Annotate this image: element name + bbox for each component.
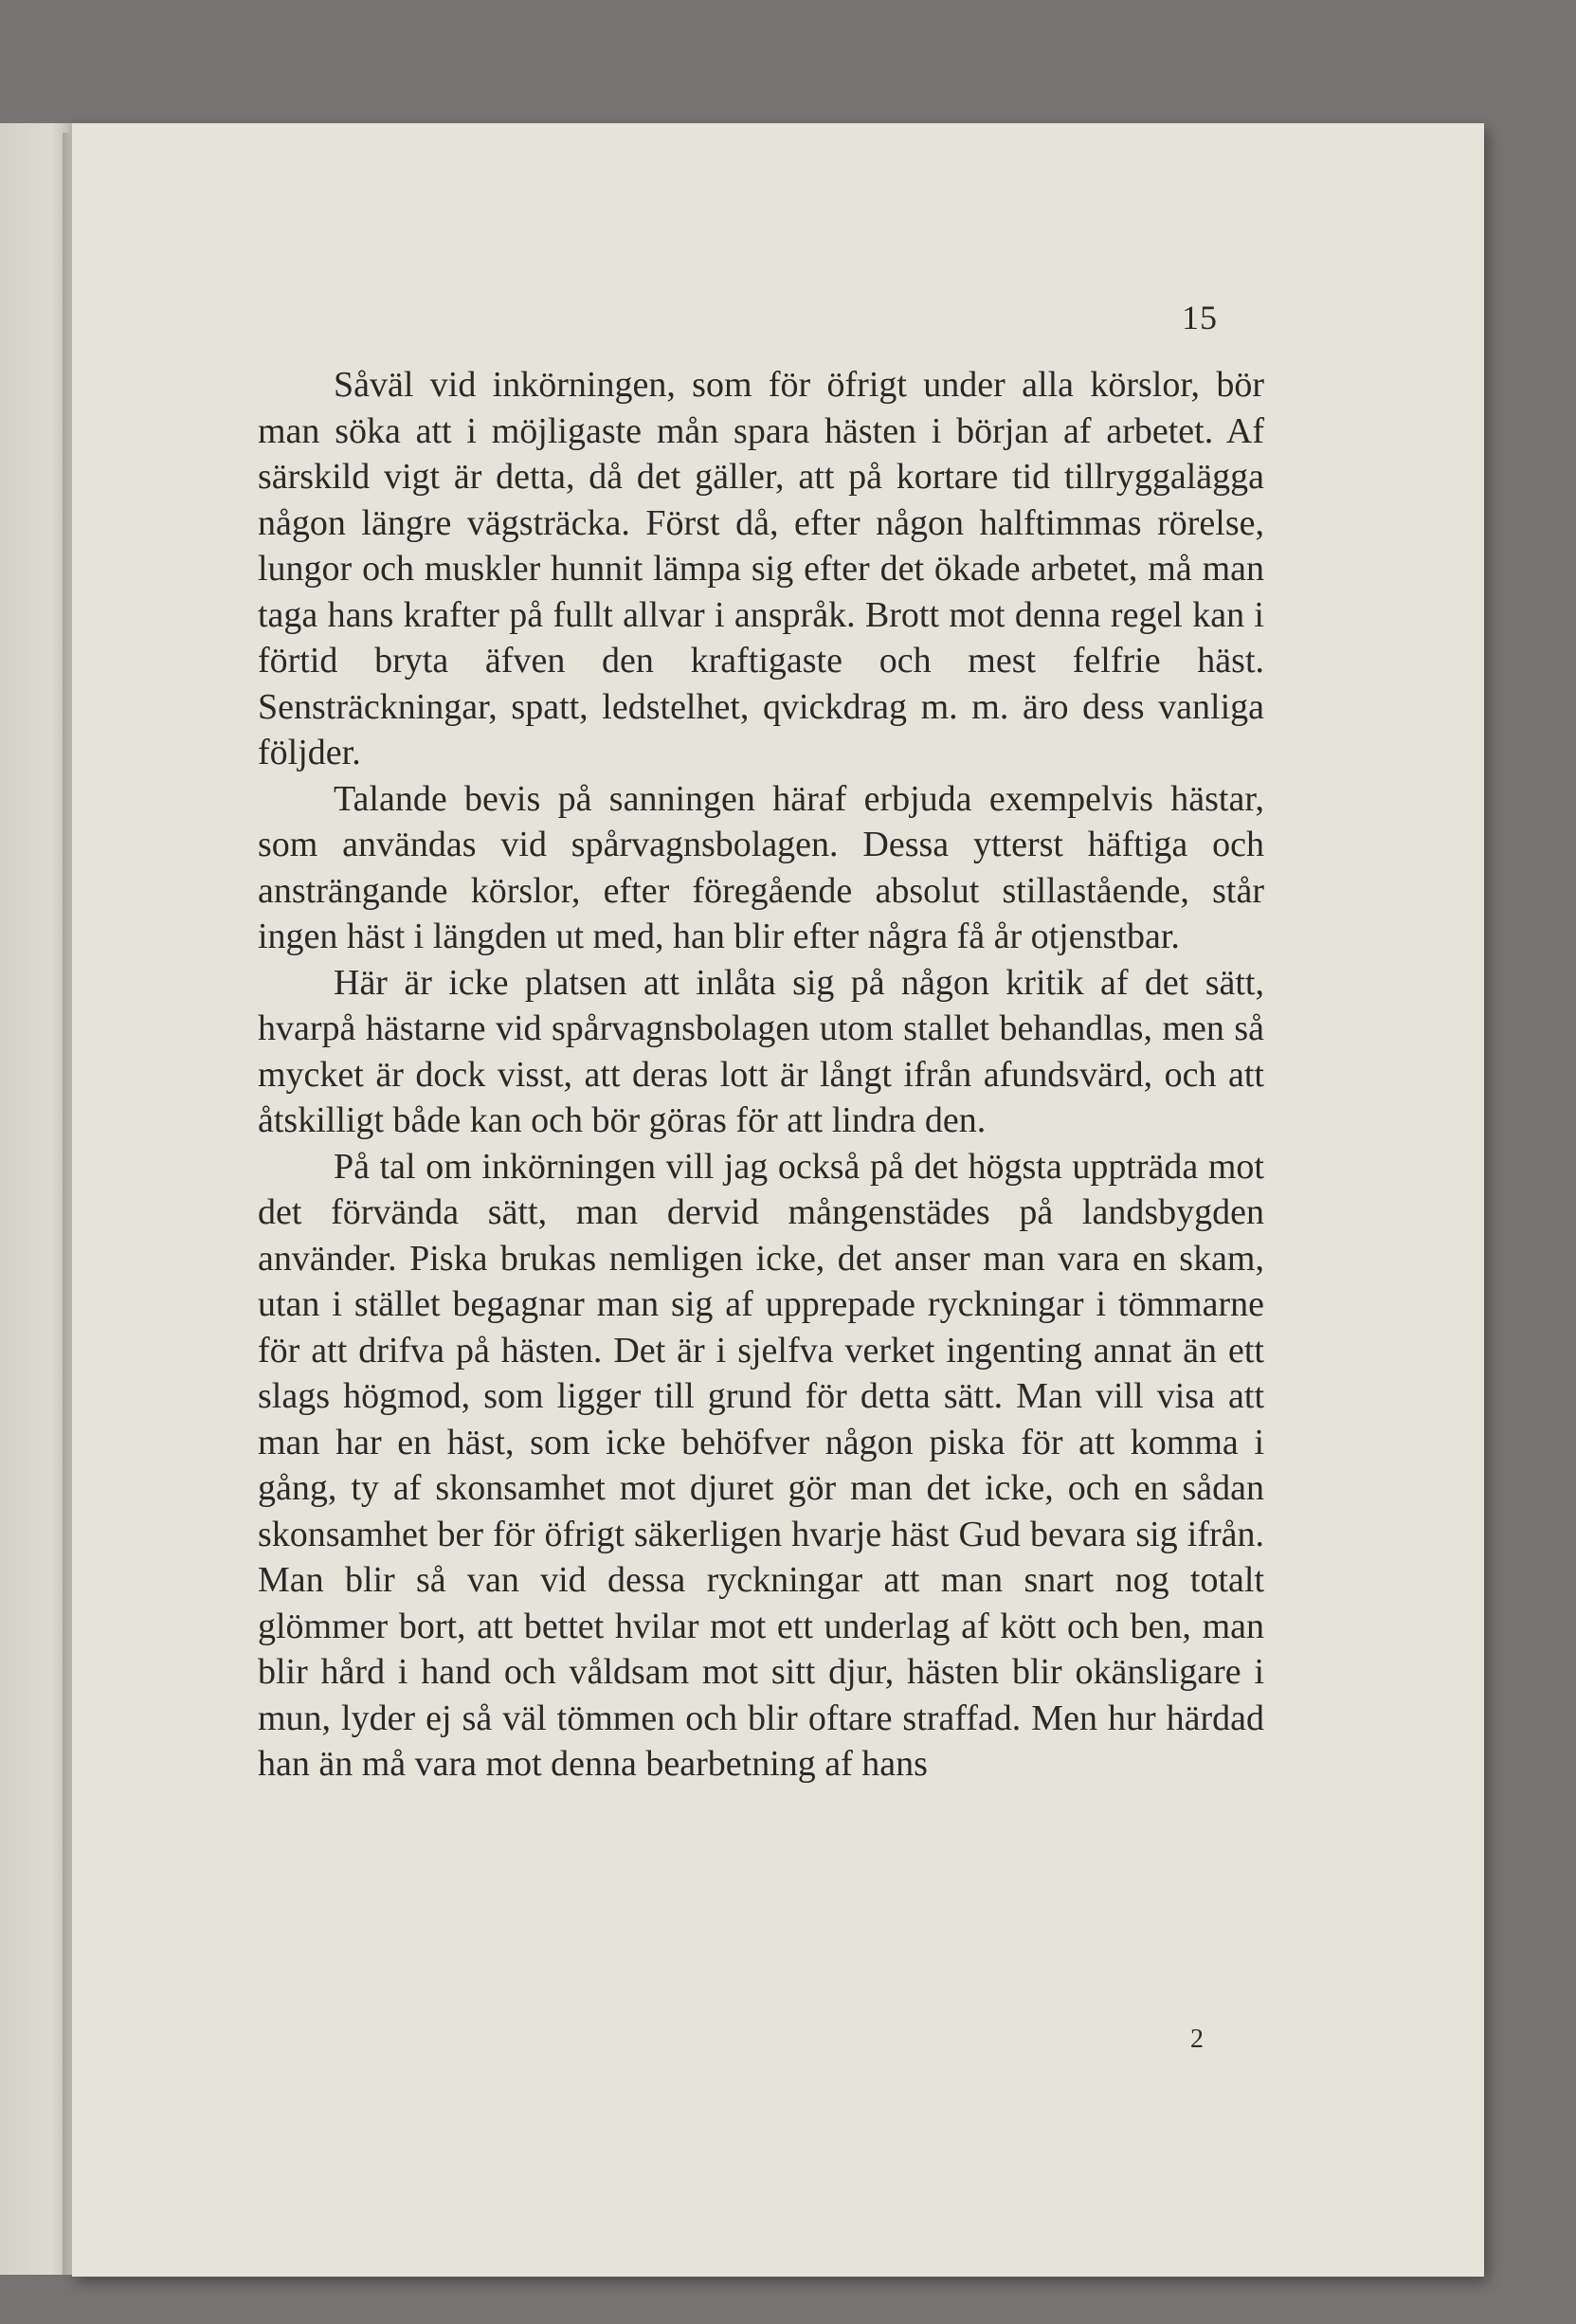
paragraph-3: Här är icke platsen att inlåta sig på någon kritik af det sätt, hvarpå hästarne vid spårvagnsbolagen utom stallet behandlas, men så mycket är dock visst, att deras lott är långt ifrån afundsvärd, och att åtskilligt både kan och bör göras för att lindra den. — [258, 962, 1264, 1140]
signature-mark: 2 — [1190, 2024, 1204, 2054]
paragraph-1: Såväl vid inkörningen, som för öfrigt under alla körslor, bör man söka att i möjligaste mån spara hästen i början af arbetet. Af särskild vigt är detta, då det gäller, att på kortare tid tillryggalägga någon längre vägsträcka. Först då, efter någon halftimmas rörelse, lungor och muskler hunnit lämpa sig efter det ökade arbetet, må man taga hans krafter på fullt allvar i anspråk. Brott mot denna regel kan i förtid bryta äfven den kraftigaste och mest felfrie häst. Sensträckningar, spatt, ledstelhet, qvickdrag m. m. äro dess vanliga följder. — [258, 365, 1264, 772]
body-text — [258, 362, 1264, 1788]
paragraph-4: På tal om inkörningen vill jag också på det högsta uppträda mot det förvända sätt, man dervid mångenstädes på landsbygden använder. Piska brukas nemligen icke, det anser man vara en skam, utan i stället begagnar man sig af upprepade ryckningar i tömmarne för att drifva på hästen. Det är i sjelfva verket ingenting annat än ett slags högmod, som ligger till grund för detta sätt. Man vill visa att man har en häst, som icke behöfver någon piska för att komma i gång, ty af skonsamhet mot djuret gör man det icke, och en sådan skonsamhet ber för öfrigt säkerligen hvarje häst Gud bevara sig ifrån. Man blir så van vid dessa ryckningar att man snart nog totalt glömmer bort, att bettet hvilar mot ett underlag af kött och ben, man blir hård i hand och våldsam mot sitt djur, hästen blir okänsligare i mun, lyder ej så väl tömmen och blir oftare straffad. Men hur härdad han än må vara mot denna bearbetning af hans — [258, 1146, 1264, 1784]
book-spine — [63, 133, 72, 2275]
paragraph-2: Talande bevis på sanningen häraf erbjuda exempelvis hästar, som användas vid spårvagnsbolagen. Dessa ytterst häftiga och ansträngande körslor, efter föregående absolut stillastående, står ingen häst i längden ut med, han blir efter några få år otjenstbar. — [258, 778, 1264, 956]
page-number: 15 — [1182, 299, 1218, 336]
